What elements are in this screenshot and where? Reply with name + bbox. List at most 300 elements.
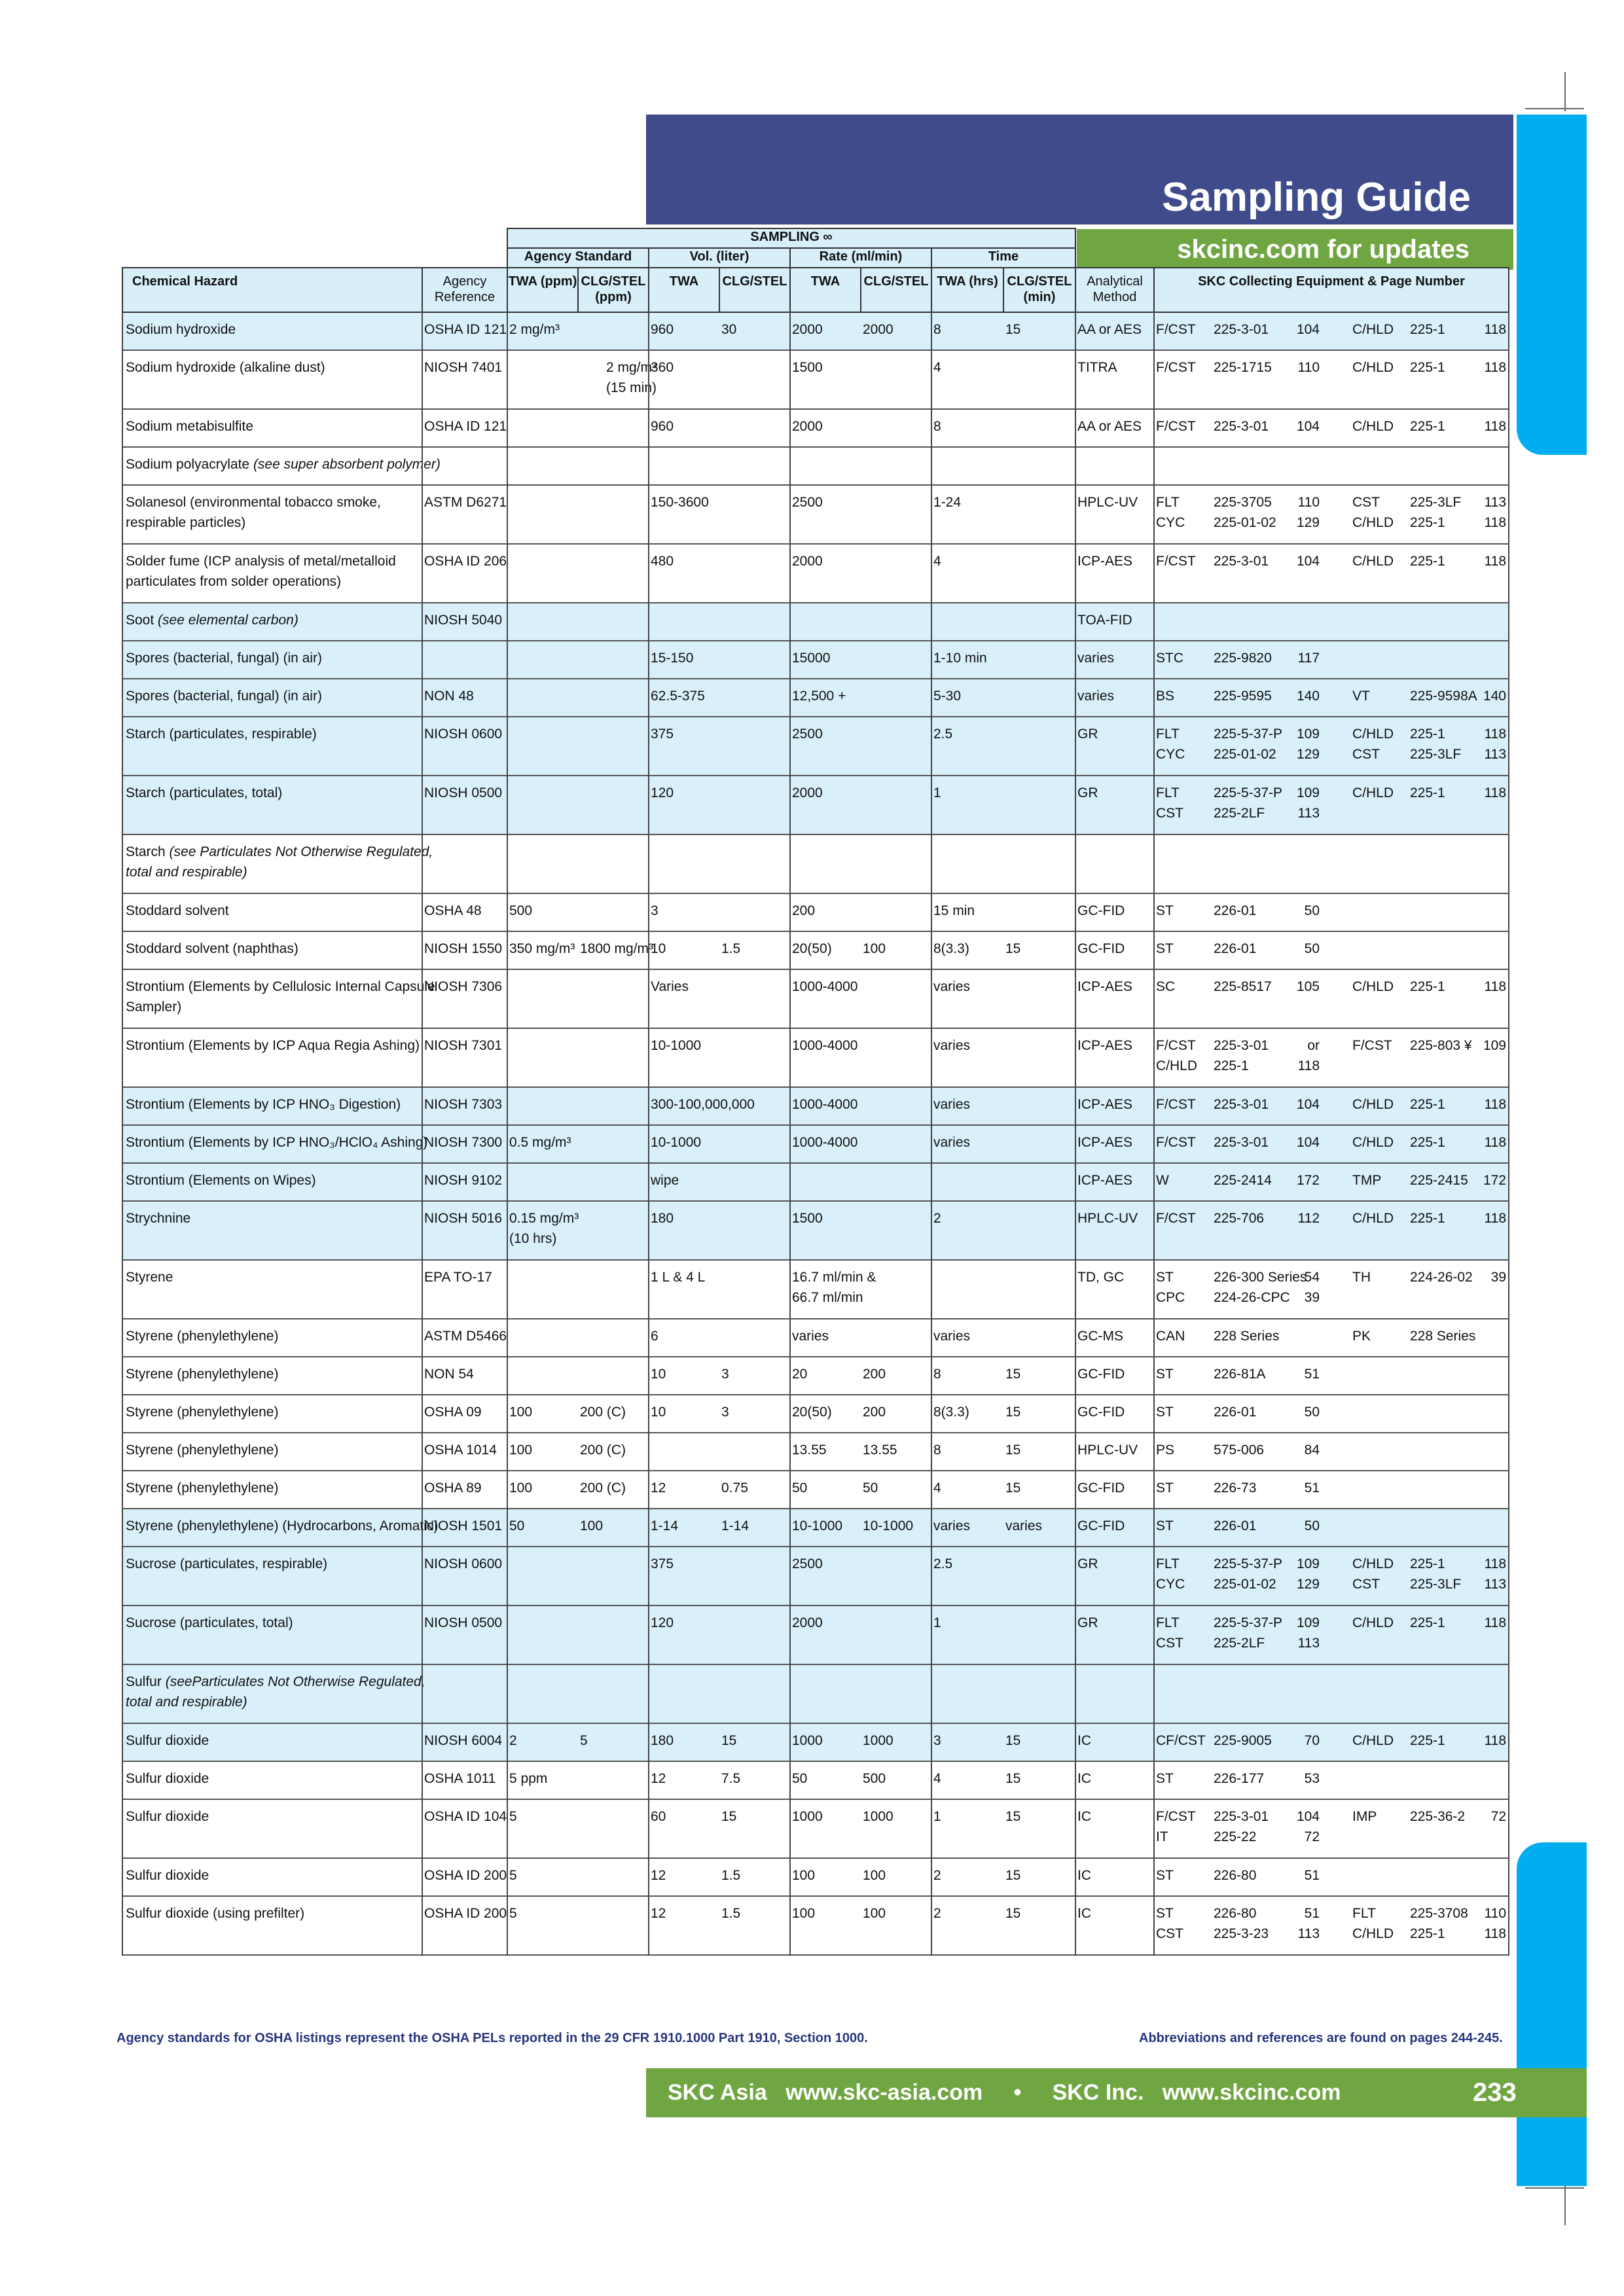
cell-line: 50	[792, 1771, 808, 1786]
cell-line: 375	[651, 726, 674, 742]
cell-line: 5	[509, 1868, 517, 1883]
equipment-item: 225-1	[1410, 360, 1445, 375]
equipment-item: 172	[1483, 1173, 1506, 1188]
equipment-item: ST	[1156, 1771, 1174, 1786]
cell-line: 1.5	[721, 1906, 741, 1921]
cell-line: 50	[509, 1518, 525, 1534]
table-row	[122, 1762, 1509, 1800]
cell-line: 10	[651, 1367, 666, 1382]
cell-line: 480	[651, 554, 674, 569]
cell-vol-twa	[651, 319, 674, 340]
cell-line: Strontium (Elements by Cellulosic Internal Capsule	[126, 979, 435, 994]
table-row	[122, 641, 1509, 679]
equipment-item: ST	[1156, 1868, 1174, 1883]
cell-line: 66.7 ml/min	[792, 1290, 863, 1305]
cell-analytical-method	[1077, 1267, 1124, 1287]
cell-line: 7.5	[721, 1771, 741, 1786]
cell-chemical-hazard	[126, 939, 298, 959]
equipment-item: 225-8517	[1214, 979, 1272, 994]
cell-line: OSHA ID 200	[424, 1906, 507, 1921]
cell-line: TITRA	[1077, 360, 1117, 375]
equipment-item: TH	[1352, 1270, 1371, 1285]
cell-line: 2.5	[933, 1556, 953, 1571]
cell-time-twa	[933, 724, 952, 744]
cell-line: Sampler)	[126, 999, 182, 1014]
cell-agency-reference	[424, 1326, 507, 1346]
col-vol-clg: CLG/STEL	[719, 267, 791, 313]
cell-time-clg	[1005, 1402, 1020, 1422]
cell-line: 15	[1005, 1868, 1021, 1883]
cell-twa-ppm	[509, 1478, 532, 1498]
cell-clg-stel	[580, 939, 653, 959]
cell-rate-twa	[792, 1208, 823, 1229]
sampling-header: SAMPLING ∞	[507, 228, 1076, 249]
cell-rate-clg	[863, 1865, 886, 1886]
cell-line: 500	[863, 1771, 886, 1786]
cell-line: 15	[1005, 1405, 1021, 1420]
equipment-item: 225-2415	[1410, 1173, 1468, 1188]
cell-line: NON 54	[424, 1367, 474, 1382]
cell-line: 2000	[792, 554, 823, 569]
cell-rate-twa	[792, 1364, 807, 1384]
cell-analytical-method	[1077, 1478, 1125, 1498]
cell-line: 15	[1005, 1809, 1021, 1824]
cell-vol-clg	[721, 319, 736, 340]
cell-line: 6	[651, 1329, 659, 1344]
side-tab-top	[1517, 115, 1587, 455]
cell-rate-twa	[792, 724, 823, 744]
equipment-item: C/HLD	[1352, 515, 1394, 530]
cell-rate-twa	[792, 1903, 815, 1924]
equipment-item: CYC	[1156, 747, 1185, 762]
see-reference: (see Particulates Not Otherwise Regulated,	[169, 844, 433, 859]
cell-line: Sulfur dioxide	[126, 1733, 209, 1748]
cell-line: 15-150	[651, 651, 694, 666]
vol-header: Vol. (liter)	[648, 247, 791, 268]
equipment-item: C/HLD	[1352, 1556, 1394, 1571]
equipment-item: 226-73	[1214, 1480, 1257, 1496]
cell-agency-reference	[424, 1170, 502, 1191]
equipment-item: 118	[1484, 419, 1506, 434]
cell-chemical-hazard	[126, 1208, 190, 1229]
cell-chemical-hazard	[126, 1094, 401, 1115]
cell-chemical-hazard	[126, 1516, 438, 1536]
equipment-item: 226-01	[1214, 941, 1257, 956]
crop-mark	[1564, 72, 1566, 111]
cell-line: 120	[651, 785, 674, 800]
equipment-item: 225-9005	[1214, 1733, 1272, 1748]
cell-line: 20	[792, 1367, 808, 1382]
cell-line: 5	[580, 1733, 588, 1748]
cell-line: Styrene (phenylethylene)	[126, 1405, 279, 1420]
equipment-item: 109	[1296, 1615, 1320, 1630]
cell-clg-stel	[580, 1478, 626, 1498]
equipment-item: 113	[1484, 747, 1506, 762]
equipment-item: 140	[1483, 689, 1506, 704]
equipment-item: 225-1	[1410, 1135, 1445, 1150]
cell-line: OSHA 89	[424, 1480, 482, 1496]
cell-line: 15000	[792, 651, 831, 666]
cell-line: particulates from solder operations)	[126, 574, 342, 589]
cell-line: IC	[1077, 1733, 1091, 1748]
equipment-item: C/HLD	[1352, 1211, 1394, 1226]
cell-line: 2500	[792, 726, 823, 742]
cell-vol-clg	[721, 1768, 740, 1789]
cell-analytical-method	[1077, 939, 1125, 959]
cell-line: Soot (see elemental carbon)	[126, 613, 298, 628]
table-row	[122, 835, 1509, 894]
cell-line: 3	[933, 1733, 941, 1748]
url-banner-text: skcinc.com for updates	[1177, 235, 1470, 264]
cell-line: 100	[792, 1868, 816, 1883]
cell-line: varies	[933, 1038, 971, 1053]
cell-rate-twa	[792, 1326, 829, 1346]
table-row	[122, 1261, 1509, 1319]
cell-time-clg	[1005, 1731, 1020, 1751]
equipment-item: CF/CST	[1156, 1733, 1206, 1748]
cell-line: (15 min)	[606, 380, 657, 395]
cell-time-twa	[933, 686, 961, 706]
cell-analytical-method	[1077, 1731, 1091, 1751]
cell-vol-twa	[651, 1865, 666, 1886]
equipment-item: 110	[1297, 360, 1320, 375]
cell-agency-reference	[424, 783, 502, 803]
cell-rate-twa	[792, 1554, 823, 1574]
cell-rate-twa	[792, 1516, 842, 1536]
cell-line: 12	[651, 1868, 666, 1883]
equipment-item: 129	[1296, 747, 1320, 762]
equipment-item: F/CST	[1156, 1038, 1196, 1053]
cell-chemical-hazard	[126, 1768, 209, 1789]
equipment-item: CYC	[1156, 1577, 1185, 1592]
cell-rate-twa	[792, 551, 823, 571]
cell-line: 8	[933, 1443, 941, 1458]
equipment-item: 118	[1484, 785, 1506, 800]
cell-rate-clg	[863, 1440, 897, 1460]
cell-line: Starch (particulates, respirable)	[126, 726, 317, 742]
cell-analytical-method	[1077, 1132, 1132, 1153]
cell-clg-stel	[580, 1402, 626, 1422]
equipment-item: 225-1	[1410, 1097, 1445, 1112]
table-row	[122, 1859, 1509, 1897]
cell-analytical-method	[1077, 357, 1117, 378]
cell-line: 2.5	[933, 726, 953, 742]
cell-line: 180	[651, 1733, 674, 1748]
cell-line: varies	[1077, 651, 1115, 666]
equipment-item: CST	[1352, 495, 1380, 510]
table-row	[122, 1606, 1509, 1665]
equipment-item: 118	[1484, 1733, 1506, 1748]
cell-line: 15	[1005, 1480, 1021, 1496]
cell-agency-reference	[424, 1806, 507, 1827]
equipment-item: 51	[1304, 1367, 1320, 1382]
cell-vol-twa	[651, 1267, 705, 1287]
equipment-item: F/CST	[1156, 360, 1196, 375]
cell-line: 4	[933, 1771, 941, 1786]
cell-analytical-method	[1077, 1326, 1123, 1346]
cell-line: 2 mg/m³	[606, 360, 657, 375]
equipment-item: 226-01	[1214, 903, 1257, 918]
cell-vol-twa	[651, 1554, 674, 1574]
equipment-item: 72	[1304, 1829, 1320, 1844]
cell-vol-twa	[651, 1806, 666, 1827]
cell-time-twa	[933, 1132, 970, 1153]
equipment-item: 225-3LF	[1410, 495, 1462, 510]
cell-time-clg	[1005, 1806, 1020, 1827]
equipment-item: 39	[1304, 1290, 1320, 1305]
cell-line: GC-FID	[1077, 1518, 1125, 1534]
equipment-item: 225-1	[1410, 419, 1445, 434]
cell-line: Sodium hydroxide	[126, 322, 236, 337]
cell-line: 5	[509, 1809, 517, 1824]
cell-line: 1800 mg/m³	[580, 941, 654, 956]
cell-vol-twa	[651, 1516, 678, 1536]
equipment-item: FLT	[1156, 785, 1180, 800]
cell-line: 1500	[792, 360, 823, 375]
cell-agency-reference	[424, 901, 482, 921]
crop-mark	[1525, 108, 1584, 109]
table-row	[122, 1395, 1509, 1433]
cell-vol-twa	[651, 1402, 666, 1422]
equipment-item: 53	[1304, 1771, 1320, 1786]
cell-line: 1-10 min	[933, 651, 987, 666]
equipment-item: 225-803 ¥	[1410, 1038, 1472, 1053]
cell-rate-clg	[863, 939, 886, 959]
cell-time-twa	[933, 648, 987, 668]
footer-links: SKC Asia www.skc-asia.com • SKC Inc. www.skcinc.com	[668, 2080, 1341, 2105]
cell-analytical-method	[1077, 1035, 1132, 1056]
equipment-item: F/CST	[1156, 419, 1196, 434]
equipment-item: 140	[1296, 689, 1320, 704]
equipment-item: CST	[1156, 1636, 1183, 1651]
cell-analytical-method	[1077, 783, 1098, 803]
cell-line: GR	[1077, 1615, 1098, 1630]
cell-analytical-method	[1077, 648, 1114, 668]
rate-header: Rate (ml/min)	[789, 247, 932, 268]
equipment-item: 226-300 Series	[1214, 1270, 1307, 1285]
cell-chemical-hazard	[126, 783, 282, 803]
equipment-item: 226-81A	[1214, 1367, 1266, 1382]
equipment-item: C/HLD	[1352, 322, 1394, 337]
cell-twa-ppm	[509, 1903, 517, 1924]
cell-line: NIOSH 7401	[424, 360, 503, 375]
cell-line: 12	[651, 1480, 666, 1496]
table-row	[122, 1897, 1509, 1956]
cell-rate-twa	[792, 1478, 807, 1498]
equipment-item: 118	[1484, 1615, 1506, 1630]
cell-line: NIOSH 0600	[424, 1556, 503, 1571]
equipment-item: 104	[1296, 1097, 1320, 1112]
equipment-item: 84	[1304, 1443, 1320, 1458]
cell-rate-twa	[792, 319, 823, 340]
cell-vol-clg	[721, 1364, 729, 1384]
equipment-item: 109	[1483, 1038, 1506, 1053]
cell-rate-twa	[792, 1094, 857, 1115]
equipment-item: 225-1	[1410, 1211, 1445, 1226]
equipment-item: 226-01	[1214, 1518, 1257, 1534]
equipment-item: 50	[1304, 1518, 1320, 1534]
equipment-item: 54	[1304, 1270, 1320, 1285]
cell-line: 100	[863, 1906, 886, 1921]
cell-chemical-hazard	[126, 1554, 327, 1574]
cell-vol-twa	[651, 1094, 755, 1115]
table-row	[122, 776, 1509, 835]
cell-line: 1-24	[933, 495, 962, 510]
cell-line: 200	[792, 903, 816, 918]
equipment-item: C/HLD	[1352, 554, 1394, 569]
equipment-item: 225-1	[1410, 1556, 1445, 1571]
equipment-item: 225-36-2	[1410, 1809, 1466, 1824]
equipment-item: 104	[1296, 1135, 1320, 1150]
cell-line: 60	[651, 1809, 666, 1824]
table-row	[122, 1471, 1509, 1509]
cell-analytical-method	[1077, 1613, 1098, 1633]
equipment-item: 225-706	[1214, 1211, 1265, 1226]
table-row	[122, 410, 1509, 448]
cell-line: 3	[651, 903, 659, 918]
cell-line: ICP-AES	[1077, 554, 1133, 569]
cell-twa-ppm	[509, 1208, 579, 1249]
cell-rate-clg	[863, 1402, 886, 1422]
cell-chemical-hazard	[126, 1806, 209, 1827]
cell-line: GR	[1077, 1556, 1098, 1571]
cell-line: 4	[933, 1480, 941, 1496]
equipment-item: 224-26-CPC	[1214, 1290, 1290, 1305]
cell-line: Strychnine	[126, 1211, 191, 1226]
cell-vol-twa	[651, 783, 674, 803]
cell-chemical-hazard	[126, 454, 441, 475]
cell-rate-clg	[863, 1768, 886, 1789]
cell-line: 100	[792, 1906, 816, 1921]
equipment-item: TMP	[1352, 1173, 1382, 1188]
table-row	[122, 1433, 1509, 1471]
equipment-item: 113	[1297, 806, 1320, 821]
equipment-item: 225-2414	[1214, 1173, 1272, 1188]
cell-time-clg	[1005, 1478, 1020, 1498]
column-divider	[1153, 312, 1155, 1956]
cell-agency-reference	[424, 724, 502, 744]
cell-line: GC-FID	[1077, 941, 1125, 956]
equipment-item: PS	[1156, 1443, 1175, 1458]
equipment-item: 225-1	[1214, 1058, 1249, 1073]
table-row	[122, 970, 1509, 1029]
cell-vol-clg	[721, 1516, 749, 1536]
cell-line: Styrene (phenylethylene)	[126, 1480, 279, 1496]
cell-line: Sulfur dioxide (using prefilter)	[126, 1906, 305, 1921]
cell-agency-reference	[424, 551, 507, 571]
cell-line: Stoddard solvent (naphthas)	[126, 941, 298, 956]
cell-agency-reference	[424, 1035, 502, 1056]
cell-line: varies	[792, 1329, 829, 1344]
cell-twa-ppm	[509, 939, 575, 959]
equipment-item: 224-26-02	[1410, 1270, 1473, 1285]
cell-line: 2	[933, 1211, 941, 1226]
cell-analytical-method	[1077, 416, 1142, 437]
cell-line: Sulfur dioxide	[126, 1771, 209, 1786]
cell-line: NIOSH 7301	[424, 1038, 503, 1053]
cell-line: 960	[651, 419, 674, 434]
cell-line: ASTM D6271	[424, 495, 507, 510]
equipment-item: C/HLD	[1352, 726, 1394, 742]
cell-time-twa	[933, 939, 969, 959]
cell-line: Sulfur dioxide	[126, 1868, 209, 1883]
agency-standard-header: Agency Standard	[507, 247, 649, 268]
equipment-item: 225-3-23	[1214, 1926, 1269, 1941]
equipment-item: 50	[1304, 903, 1320, 918]
cell-line: NON 48	[424, 689, 474, 704]
cell-time-twa	[933, 1806, 941, 1827]
table-row	[122, 486, 1509, 545]
cell-line: ASTM D5466	[424, 1329, 507, 1344]
cell-rate-clg	[863, 1478, 878, 1498]
equipment-item: CST	[1352, 747, 1380, 762]
table-row	[122, 1319, 1509, 1357]
cell-rate-clg	[863, 1903, 886, 1924]
cell-rate-twa	[792, 1035, 857, 1056]
cell-time-clg	[1005, 1440, 1020, 1460]
cell-chemical-hazard	[126, 648, 322, 668]
cell-analytical-method	[1077, 901, 1125, 921]
cell-line: Styrene (phenylethylene)	[126, 1443, 279, 1458]
cell-line: 2 mg/m³	[509, 322, 560, 337]
cell-clg-stel	[580, 1440, 626, 1460]
equipment-item: C/HLD	[1352, 1615, 1394, 1630]
cell-line: 1-14	[721, 1518, 749, 1534]
equipment-item: F/CST	[1352, 1038, 1392, 1053]
cell-line: ICP-AES	[1077, 1038, 1133, 1053]
cell-line: Styrene	[126, 1270, 173, 1285]
cell-agency-reference	[424, 1516, 502, 1536]
cell-vol-twa	[651, 977, 689, 997]
cell-vol-twa	[651, 1364, 666, 1384]
cell-line: varies	[933, 1135, 971, 1150]
cell-line: 1	[933, 1809, 941, 1824]
equipment-item: 118	[1484, 1926, 1506, 1941]
cell-rate-twa	[792, 1806, 823, 1827]
cell-line: Sodium polyacrylate (see super absorbent polymer)	[126, 457, 441, 472]
cell-analytical-method	[1077, 551, 1132, 571]
cell-line: Sodium metabisulfite	[126, 419, 253, 434]
cell-vol-twa	[651, 1208, 674, 1229]
equipment-item: ST	[1156, 1518, 1174, 1534]
equipment-item: 225-1	[1410, 515, 1445, 530]
cell-rate-twa	[792, 1613, 823, 1633]
cell-analytical-method	[1077, 1364, 1125, 1384]
cell-time-twa	[933, 1402, 969, 1422]
sampling-table	[122, 228, 1509, 1956]
cell-line: NIOSH 9102	[424, 1173, 503, 1188]
cell-line: 2	[509, 1733, 517, 1748]
cell-line: AA or AES	[1077, 322, 1142, 337]
cell-analytical-method	[1077, 1440, 1138, 1460]
equipment-item: PK	[1352, 1329, 1371, 1344]
equipment-item: 118	[1484, 515, 1506, 530]
cell-line: 1.5	[721, 1868, 741, 1883]
time-header: Time	[931, 247, 1076, 268]
cell-line: HPLC-UV	[1077, 1443, 1138, 1458]
cell-agency-reference	[424, 319, 507, 340]
equipment-item: 109	[1296, 785, 1320, 800]
cell-twa-ppm	[509, 1768, 547, 1789]
cell-time-twa	[933, 1554, 952, 1574]
cell-rate-twa	[792, 416, 823, 437]
cell-line: 8(3.3)	[933, 941, 969, 956]
cell-analytical-method	[1077, 724, 1098, 744]
cell-twa-ppm	[509, 319, 560, 340]
cell-line: varies	[933, 1518, 971, 1534]
cell-chemical-hazard	[126, 686, 322, 706]
column-divider	[789, 312, 791, 1956]
